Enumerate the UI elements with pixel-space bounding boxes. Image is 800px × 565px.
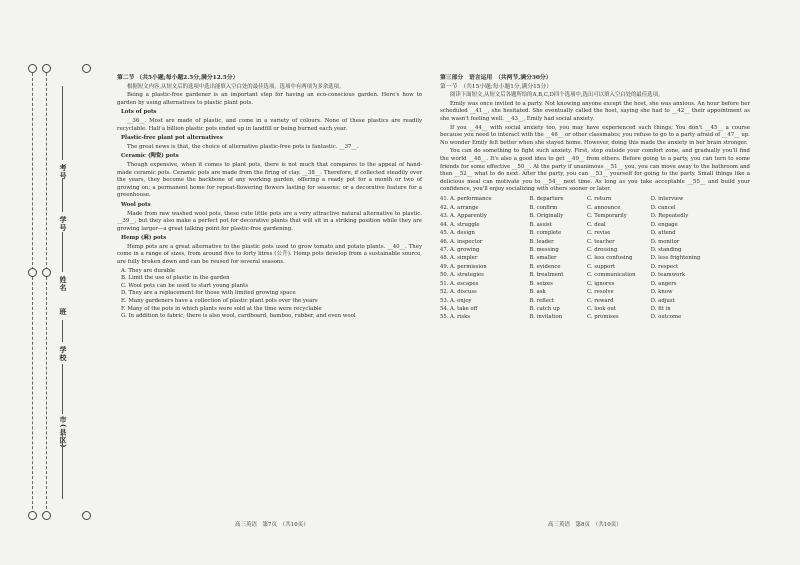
dashed-cut-line-outer <box>32 68 33 514</box>
choice-option-b: B. catch up <box>529 306 560 313</box>
choice-option-a: A. escapes <box>449 280 479 287</box>
choice-option-c: C. communication <box>587 272 636 279</box>
choice-option-b: B. departure <box>529 196 564 203</box>
choice-number: 55. <box>440 314 449 321</box>
choice-option-d: D. less frightening <box>650 255 701 262</box>
choice-option-c: C. deal <box>587 221 606 228</box>
choice-option-d: D. Repeatedly <box>650 213 689 220</box>
choice-option-b: B. Originally <box>529 213 564 220</box>
choice-row <box>440 297 750 305</box>
field-name: 姓名 <box>59 276 68 292</box>
choice-option-b: B. evidence <box>529 263 561 270</box>
fill-line-name <box>62 232 63 272</box>
field-school: 学校 <box>59 346 68 362</box>
subheading: Wool pots <box>121 201 151 208</box>
option-a: A. They are durable <box>121 267 176 274</box>
choice-option-a: A. take off <box>449 306 478 313</box>
choice-option-a: A. design <box>449 230 475 237</box>
choice-option-a: A. performance <box>449 196 492 203</box>
paragraph: Emily was once invited to a party. Not knowing anyone except the host, she was anxious. An hour before her scheduled __41__, she hesitated. She eventually called the host, saying she had to __42__ their appointment as she wasn't feeling well. __43__, Emily had social anxiety. <box>440 100 750 122</box>
paragraph: Though expensive, when it comes to plant pots, there is not much that compares to the appeal of hand-made ceramic pots. Ceramic pots are made from the firing of clay. __38__. Therefore, if collected steadily over the years, they become the backbone of any working garden, offering a ready pot for a month or two of growing on; a permanent home for repeat-flowering flowers lasting for seasons; or a decorative feature for a greenhouse. <box>117 161 422 199</box>
choice-option-c: C. less confusing <box>587 255 633 262</box>
option-d: D. They are a replacement for those with limited growing space <box>121 290 296 297</box>
fill-line-class <box>62 320 63 342</box>
fill-line-exam-id <box>62 86 63 160</box>
binding-hole-icon <box>42 268 51 277</box>
choice-option-b: B. smaller <box>529 255 557 262</box>
choice-number: 54. <box>440 306 449 313</box>
choice-option-d: D. teamwork <box>650 272 686 279</box>
option-g: G. In addition to fabric, there is also wool, cardboard, bamboo, rubber, and even wool <box>121 313 356 320</box>
binding-hole-icon <box>82 64 91 73</box>
paragraph: Made from raw washed wool pots, these cute little pots are a very attractive natural alternative to plastic. __39__, but they also make a perfect pot for decorative plants that will sit in a striking position while they are growing larger—a great talking point for plastic-free gardening. <box>117 210 422 232</box>
option-f: F. Many of the pots in which plants were sold at the time were recyclable <box>121 305 322 312</box>
choice-row <box>440 196 750 204</box>
page-footer-8: 高三英语 第8页 （共10页） <box>548 522 622 528</box>
choice-number: 48. <box>440 255 449 262</box>
choice-row <box>440 204 750 212</box>
paragraph: You can do something to fight such anxiety. First, step outside your comfort zone, and gradually you'll find the world __48__. It's also a good idea to get __49__ from others. Before going to a party, you can turn to some friends for some effective __50__. At the party if unanimous __51__ you, you can move away to the bathroom and then __52__ what to do next. After the party, you can __53__ yourself for going to the party. Small things like a delicious meal can motivate you to __54__ next time. As long as you take acceptable __55__ and build your confidence, you'll enjoy socializing with others sooner or later. <box>440 148 750 193</box>
option-e: E. Many gardeners have a collection of plastic plant pots over the years <box>121 298 318 305</box>
choice-option-b: B. ask <box>529 289 546 296</box>
choice-option-a: A. inspector <box>449 238 483 245</box>
option-b: B. Limit the use of plastic in the garden <box>121 275 230 282</box>
choice-number: 45. <box>440 230 449 237</box>
choice-option-c: C. revise <box>587 230 611 237</box>
choice-option-a: A. growing <box>449 246 480 253</box>
choice-option-b: B. seizes <box>529 280 553 287</box>
choice-option-b: B. assist <box>529 221 552 228</box>
choice-row <box>440 247 750 255</box>
paragraph: If you __44__ with social anxiety too, you may have experienced such things; You don't __45__ a course because you need to interact with the __46__ or other classmates; you refuse to go to a party afraid of __47__ up. No wonder Emily felt better when she stayed home. However, doing this made the anxiety in her brain stronger. <box>440 124 750 146</box>
binding-hole-icon <box>28 268 37 277</box>
page-7-column <box>117 74 422 321</box>
choice-row <box>440 314 750 322</box>
choice-number: 43. <box>440 213 449 220</box>
field-student-id: 学号 <box>59 216 68 232</box>
choice-option-d: D. standing <box>650 246 682 253</box>
choice-option-d: D. angers <box>650 280 677 287</box>
choice-option-c: C. ignores <box>587 280 615 287</box>
fill-line-school <box>62 364 63 414</box>
choice-option-c: C. return <box>587 196 612 203</box>
choice-number: 52. <box>440 289 449 296</box>
choice-row <box>440 238 750 246</box>
choice-option-b: B. complete <box>529 230 562 237</box>
choice-option-b: B. invitation <box>529 314 563 321</box>
binding-hole-icon <box>28 511 37 520</box>
choice-option-a: A. discuss <box>449 289 477 296</box>
choice-option-b: B. leader <box>529 238 554 245</box>
choice-option-a: A. Apparently <box>449 213 487 220</box>
choice-option-d: D. know <box>650 289 673 296</box>
choice-option-c: C. dressing <box>587 246 618 253</box>
choice-option-d: D. interview <box>650 196 684 203</box>
field-exam-id: 考号 <box>59 164 68 180</box>
choice-row <box>440 221 750 229</box>
choice-option-c: C. reward <box>587 297 614 304</box>
choice-option-a: A. arrange <box>449 204 479 211</box>
paragraph: Hemp pots are a great alternative to the plastic pots used to grow tomato and potato plants. __40__. They come in a range of sizes, from around five to forty litres (公升). Hemp pots develop from a sustainable source, are fully broken down and can be reused for several seasons. <box>117 243 422 266</box>
choice-option-d: D. adjust <box>650 297 675 304</box>
section-subtitle: 第一节 （共15小题;每小题1分,满分15分） <box>440 83 553 90</box>
choice-number: 46. <box>440 238 449 245</box>
choice-number: 49. <box>440 263 449 270</box>
binding-hole-icon <box>42 511 51 520</box>
paragraph: __36__. Most are made of plastic, and come in a variety of colours. None of these plastics are readily recyclable. Half a billion plastic pots ended up in landfill or being burned each year. <box>117 117 422 132</box>
binding-strip <box>24 56 104 526</box>
choice-number: 47. <box>440 246 449 253</box>
choice-number: 42. <box>440 204 449 211</box>
page-footer-7: 高三英语 第7页 （共10页） <box>235 522 309 528</box>
choice-option-d: D. engage <box>650 221 678 228</box>
subheading: Ceramic (陶瓷) pots <box>121 153 179 160</box>
choice-row <box>440 272 750 280</box>
paragraph: Being a plastic-free gardener is an important step for having an eco-conscious garden. Here's how to garden by using alternatives to plastic plant pots. <box>117 92 422 106</box>
choice-option-d: D. outcome <box>650 314 682 321</box>
choices-table <box>440 196 750 323</box>
choice-option-c: C. look out <box>587 306 616 313</box>
choice-option-b: B. reflect <box>529 297 555 304</box>
dashed-cut-line-inner <box>46 68 47 514</box>
choice-option-b: B. confirm <box>529 204 558 211</box>
choice-option-a: A. strategies <box>449 272 484 279</box>
binding-hole-icon <box>82 511 91 520</box>
fill-line-city <box>62 434 63 499</box>
choice-number: 53. <box>440 297 449 304</box>
choice-number: 50. <box>440 272 449 279</box>
subheading: Plastic-free plant pot alternatives <box>121 135 223 142</box>
choice-option-c: C. support <box>587 263 615 270</box>
choice-option-c: C. resolve <box>587 289 614 296</box>
choice-number: 44. <box>440 221 449 228</box>
choice-option-c: C. promises <box>587 314 619 321</box>
choice-option-d: D. respect <box>650 263 679 270</box>
choice-option-a: A. risks <box>449 314 471 321</box>
subheading: Hemp (麻) pots <box>121 235 167 242</box>
choice-option-b: B. treatment <box>529 272 564 279</box>
choice-row <box>440 255 750 263</box>
choice-option-a: A. struggle <box>449 221 480 228</box>
choice-option-d: D. cancel <box>650 204 676 211</box>
choice-option-d: D. attend <box>650 230 676 237</box>
instruction: 根据短文内容,从短文后的选项中选出能填入空白处的最佳选项。选项中有两项为多余选项。 <box>127 83 345 90</box>
choice-row <box>440 213 750 221</box>
binding-hole-icon <box>42 64 51 73</box>
field-city-county: 市(县区) <box>59 416 68 449</box>
choice-option-a: A. enjoy <box>449 297 472 304</box>
choice-option-a: A. simpler <box>449 255 478 262</box>
instruction: 阅读下面短文,从短文后各题所给的A,B,C,D四个选项中,选出可以填入空白处的最佳选项。 <box>450 92 664 99</box>
choice-row <box>440 306 750 314</box>
choice-option-c: C. Temporarily <box>587 213 627 220</box>
paragraph: The great news is that, the choice of alternative plastic-free pots is fantastic. __37__. <box>127 143 359 150</box>
page-8-column <box>440 74 750 322</box>
choice-option-c: C. teacher <box>587 238 615 245</box>
subheading: Lots of pots <box>121 109 157 116</box>
choice-option-a: A. permission <box>449 263 487 270</box>
choice-option-b: B. messing <box>529 246 559 253</box>
option-c: C. Wool pots can be used to start young plants <box>121 282 249 289</box>
choice-row <box>440 263 750 271</box>
choice-option-c: C. announce <box>587 204 621 211</box>
choice-row <box>440 280 750 288</box>
fill-line-student-id <box>62 178 63 212</box>
choice-number: 51. <box>440 280 449 287</box>
part-title: 第三部分 语言运用 （共两节,满分30分） <box>440 75 552 81</box>
choice-option-d: D. monitor <box>650 238 680 245</box>
binding-hole-icon <box>28 64 37 73</box>
choice-row <box>440 289 750 297</box>
choice-row <box>440 230 750 238</box>
field-class: 班 <box>59 308 68 316</box>
section-title: 第二节 （共5小题;每小题2.5分,满分12.5分） <box>117 75 239 81</box>
choice-option-d: D. fit in <box>650 306 671 313</box>
choice-number: 41. <box>440 196 449 203</box>
